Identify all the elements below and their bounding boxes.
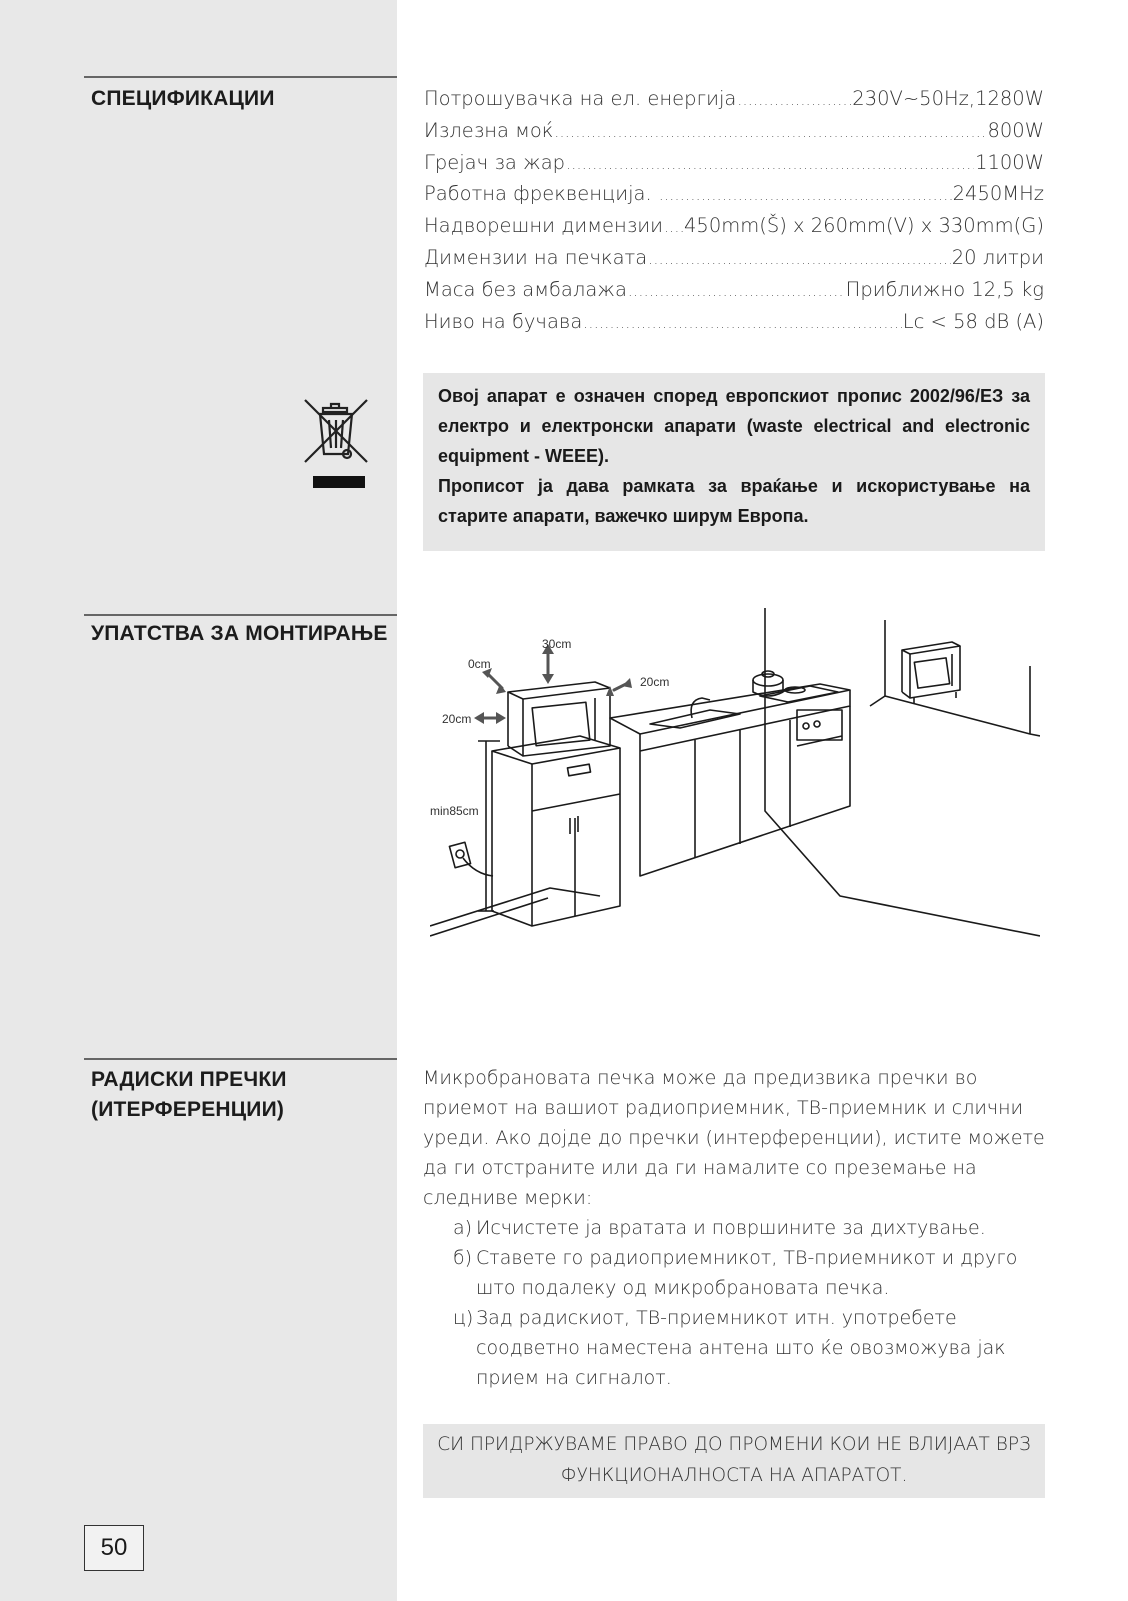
spec-value: 230V~50Hz,1280W — [852, 87, 1044, 110]
spec-row — [424, 275, 1044, 307]
spec-dots — [554, 118, 986, 148]
spec-dots — [566, 150, 974, 180]
spec-dots — [648, 245, 951, 275]
list-item-text: Исчистете ја вратата и површините за дихтување. — [476, 1217, 986, 1239]
interference-section-title — [91, 1065, 287, 1125]
spec-dots — [664, 213, 683, 243]
spec-value: 800W — [987, 118, 1044, 142]
spec-label: Потрошувачка на ел. енергија — [424, 87, 737, 110]
clearance-right-label: 20cm — [640, 675, 670, 689]
crossed-out-wheelie-bin-icon — [303, 396, 369, 492]
list-item-text: Ставете го радиоприемникот, ТВ-приемникот и друго што подалеку од микробрановата печка. — [476, 1247, 1018, 1299]
specs-section-title: СПЕЦИФИКАЦИИ — [91, 87, 275, 110]
install-section-title: УПАТСТВА ЗА МОНТИРАЊЕ — [91, 622, 388, 645]
list-item — [423, 1213, 1048, 1243]
spec-label: Надворешни димензии — [424, 214, 663, 238]
installation-clearance-diagram — [430, 606, 1040, 958]
spec-label: Излезна моќ — [424, 118, 554, 142]
weee-notice-box — [423, 373, 1045, 551]
spec-value: Приближно 12,5 kg — [845, 277, 1044, 301]
notice-line-2: ФУНКЦИОНАЛНОСТА НА АПАРАТОТ. — [560, 1465, 908, 1486]
rights-reserved-notice — [423, 1424, 1045, 1498]
spec-label: Грејач за жар — [424, 150, 566, 174]
spec-label: Маса без амбалажа — [424, 277, 627, 301]
spec-value: Lc < 58 dB (A) — [902, 309, 1044, 333]
page-number: 50 — [84, 1525, 144, 1571]
specs-list — [424, 84, 1044, 338]
weee-paragraph-2: Прописот ја дава рамката за враќање и искористување на старите апарати, важечко ширум Европа. — [438, 476, 1030, 526]
interference-intro: Микробрановата печка може да предизвика пречки во приемот на вашиот радиоприемник, ТВ-приемник и слични уреди. Ако дојде до пречки (интерференции), истите можете да ги отстраните или да ги намалите со преземање на следниве мерки: — [423, 1067, 1045, 1209]
weee-paragraph-1: Овој апарат е означен според европскиот пропис 2002/96/ЕЗ за електро и електронски апарати (waste electrical and electronic equipment - WEEE). — [438, 386, 1030, 466]
list-item-marker: а) — [453, 1217, 473, 1239]
spec-label: Работна фреквенција. — [424, 182, 658, 206]
spec-row — [424, 243, 1044, 275]
list-item-text: Зад радискиот, ТВ-приемникот итн. употребете соодветно наместена антена што ќе овозможува јак прием на сигналот. — [476, 1307, 1006, 1389]
list-item — [423, 1243, 1048, 1303]
interference-title-line-1: РАДИСКИ ПРЕЧКИ — [91, 1068, 287, 1091]
spec-label: Димензии на печката — [424, 245, 648, 269]
clearance-left-label: 20cm — [442, 712, 472, 726]
list-item-marker: б) — [453, 1247, 473, 1269]
spec-value: 2450MHz — [952, 182, 1044, 206]
spec-dots — [659, 181, 952, 211]
spec-row — [424, 307, 1044, 339]
spec-dots — [737, 86, 851, 116]
spec-value: 450mm(Š) x 260mm(V) x 330mm(G) — [684, 214, 1044, 238]
spec-row — [424, 179, 1044, 211]
install-section-rule — [84, 614, 397, 616]
clearance-back-label: 0cm — [468, 657, 491, 671]
list-item — [423, 1303, 1048, 1393]
spec-value: 20 литри — [951, 245, 1044, 269]
spec-dots — [583, 309, 901, 339]
minimum-height-label: min85cm — [430, 804, 479, 818]
notice-line-1: СИ ПРИДРЖУВАМЕ ПРАВО ДО ПРОМЕНИ КОИ НЕ ВЛИЈААТ ВРЗ — [437, 1434, 1031, 1455]
interference-section-rule — [84, 1058, 397, 1060]
spec-value: 1100W — [975, 150, 1044, 174]
specs-section-rule — [84, 76, 397, 78]
clearance-top-label: 30cm — [542, 637, 572, 651]
spec-dots — [628, 277, 845, 307]
interference-title-line-2: (ИТЕРФЕРЕНЦИИ) — [91, 1098, 285, 1121]
list-item-marker: ц) — [453, 1307, 474, 1329]
spec-row — [424, 84, 1044, 116]
spec-row — [424, 116, 1044, 148]
interference-text — [423, 1063, 1048, 1393]
spec-row — [424, 148, 1044, 180]
spec-row — [424, 211, 1044, 243]
spec-label: Ниво на бучава — [424, 309, 583, 333]
left-sidebar — [0, 0, 397, 1601]
